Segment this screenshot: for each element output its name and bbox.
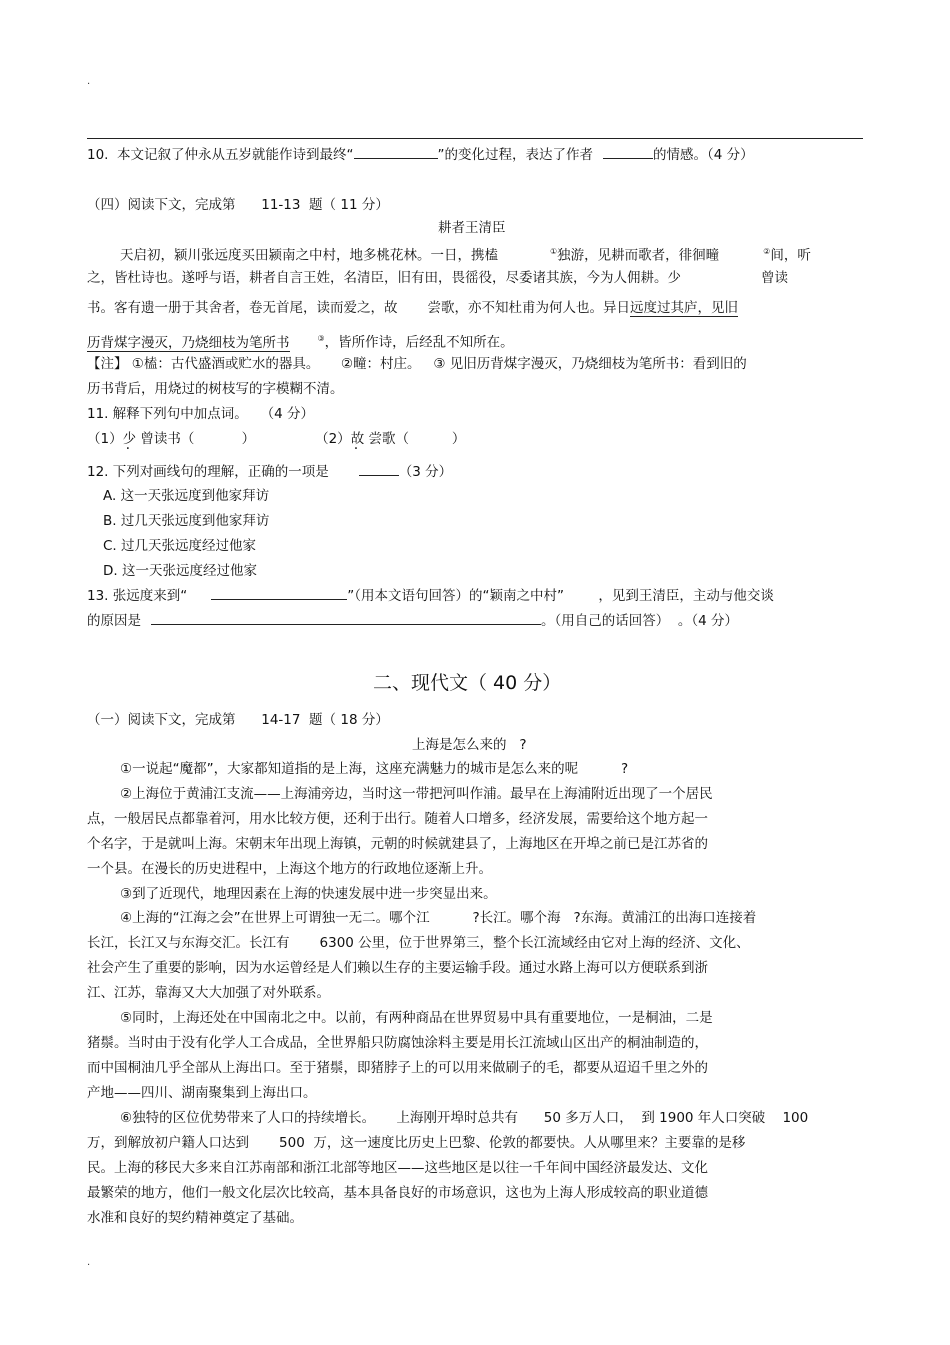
passage-line: 天启初，颍川张远度买田颍南之中村，地多桃花林。一日，携榼 ①独游，见耕而歌者，徘徊疃 ②间，听 (120, 247, 811, 264)
annotation-note: 【注】 ①榼：古代盛酒或贮水的器具。 ②疃：村庄。 ③ 见旧历背煤字漫灭，乃烧细枝为笔所书：看到旧的 (87, 356, 747, 372)
underlined-sentence: 远度过其庐，见旧 (630, 300, 738, 316)
paragraph-line: ①一说起“魔都”，大家都知道指的是上海，这座充满魅力的城市是怎么来的呢 ? (120, 761, 629, 777)
question-13: 13. 张远度来到“ ”（用本文语句回答）的“颖南之中村” ，见到王清臣，主动与他交谈 (87, 588, 774, 604)
paragraph-line: 民。上海的移民大多来自江苏南部和浙江北部等地区——这些地区是以往一千年间中国经济最发达、文化 (87, 1160, 708, 1176)
option-b[interactable]: B. 过几天张远度到他家拜访 (103, 513, 270, 529)
top-divider (87, 138, 863, 139)
question-12: 12. 下列对画线句的理解，正确的一项是 （3 分） (87, 464, 453, 480)
question-11-items: （1）少 曾读书（ ） （2）故 尝歌（ ） (87, 431, 466, 447)
paragraph-line: 江、江苏，靠海又大大加强了对外联系。 (87, 985, 330, 1001)
annotation-note: 历书背后，用烧过的树枝写的字模糊不清。 (87, 381, 344, 397)
passage-line: 书。客有遗一册于其舍者，卷无首尾，读而爱之，故 尝歌，亦不知杜甫为何人也。异日远度过其庐，见旧 (87, 300, 738, 316)
passage-title: 上海是怎么来的 ? (412, 737, 527, 753)
answer-blank[interactable] (354, 145, 438, 159)
paragraph-line: 而中国桐油几乎全部从上海出口。至于猪鬃，即猪脖子上的可以用来做刷子的毛，都要从迢迢千里之外的 (87, 1060, 708, 1076)
paragraph-line: 产地——四川、湖南聚集到上海出口。 (87, 1085, 317, 1101)
answer-blank[interactable] (151, 611, 541, 625)
question-13-cont: 的原因是 。（用自己的话回答） 。（4 分） (87, 613, 738, 629)
question-11: 11. 解释下列句中加点词。 （4 分） (87, 406, 315, 422)
paragraph-line: ②上海位于黄浦江支流——上海浦旁边，当时这一带把河叫作浦。最早在上海浦附近出现了一个居民 (120, 786, 713, 802)
paragraph-line: 社会产生了重要的影响，因为水运曾经是人们赖以生存的主要运输手段。通过水路上海可以方便联系到浙 (87, 960, 708, 976)
paragraph-line: 最繁荣的地方，他们一般文化层次比较高，基本具备良好的市场意识，这也为上海人形成较高的职业道德 (87, 1185, 708, 1201)
question-10: 10. 本文记叙了仲永从五岁就能作诗到最终“ ”的变化过程，表达了作者 的情感。（4 分） (87, 147, 754, 163)
option-a[interactable]: A. 这一天张远度到他家拜访 (103, 488, 270, 504)
paragraph-line: 长江，长江又与东海交汇。长江有 6300 公里，位于世界第三，整个长江流域经由它对上海的经济、文化、 (87, 935, 750, 951)
paragraph-line: ⑤同时，上海还处在中国南北之中。以前，有两种商品在世界贸易中具有重要地位，一是桐油，二是 (120, 1010, 713, 1026)
passage-line: 历背煤字漫灭，乃烧细枝为笔所书 ③，皆所作诗，后经乱不知所在。 (87, 334, 514, 351)
paragraph-line: 万，到解放初户籍人口达到 500 万，这一速度比历史上巴黎、伦敦的都要快。人从哪里来？主要靠的是移 (87, 1135, 746, 1151)
top-mark: . (87, 76, 91, 87)
option-d[interactable]: D. 这一天张远度经过他家 (103, 563, 257, 579)
answer-blank[interactable] (211, 586, 347, 600)
subsection-header: （一）阅读下文，完成第 14-17 题（ 18 分） (87, 712, 389, 728)
paragraph-line: 个名字，于是就叫上海。宋朝末年出现上海镇，元朝的时候就建县了，上海地区在开埠之前已是江苏省的 (87, 836, 708, 852)
passage-title: 耕者王清臣 (438, 220, 506, 236)
bottom-mark: . (87, 1257, 91, 1268)
section-heading: 二、现代文（ 40 分） (373, 672, 562, 694)
passage-line: 之，皆杜诗也。遂呼与语，耕者自言王姓，名清臣，旧有田，畏徭役，尽委诸其族，今为人佣耕。少 曾读 (87, 270, 788, 286)
paragraph-line: 猪鬃。当时由于没有化学人工合成品，全世界船只防腐蚀涂料主要是用长江流域山区出产的桐油制造的， (87, 1035, 708, 1051)
option-c[interactable]: C. 过几天张远度经过他家 (103, 538, 257, 554)
answer-blank[interactable] (603, 145, 653, 159)
answer-blank[interactable] (359, 462, 399, 476)
section-header: （四）阅读下文，完成第 11-13 题（ 11 分） (87, 197, 389, 213)
paragraph-line: 一个县。在漫长的历史进程中，上海这个地方的行政地位逐渐上升。 (87, 861, 492, 877)
paragraph-line: 点，一般居民点都靠着河，用水比较方便，还利于出行。随着人口增多，经济发展，需要给这个地方起一 (87, 811, 708, 827)
paragraph-line: ③到了近现代，地理因素在上海的快速发展中进一步突显出来。 (120, 886, 497, 902)
paragraph-line: 水准和良好的契约精神奠定了基础。 (87, 1210, 303, 1226)
paragraph-line: ④上海的“江海之会”在世界上可谓独一无二。哪个江 ?长江。哪个海 ?东海。黄浦江的出海口连接着 (120, 910, 757, 926)
paragraph-line: ⑥独特的区位优势带来了人口的持续增长。 上海刚开埠时总共有 50 多万人口， 到 1900 年人口突破 100 (120, 1110, 809, 1126)
